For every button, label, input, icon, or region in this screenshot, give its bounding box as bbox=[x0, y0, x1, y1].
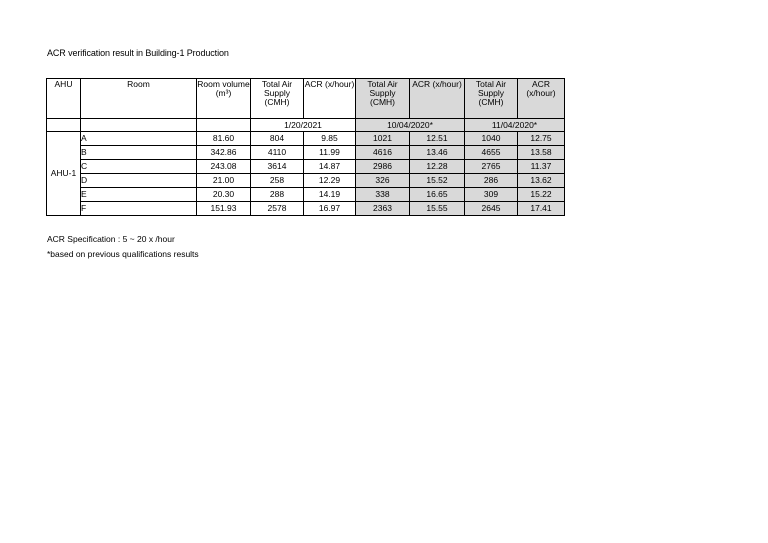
date-2: 10/04/2020* bbox=[356, 119, 465, 132]
cell-acr-1: 14.19 bbox=[304, 188, 356, 202]
header-acr-2: ACR (x/hour) bbox=[410, 79, 465, 119]
cell-supply-2: 326 bbox=[356, 174, 410, 188]
cell-supply-1: 3614 bbox=[251, 160, 304, 174]
cell-room: E bbox=[81, 188, 197, 202]
cell-acr-3: 17.41 bbox=[518, 202, 565, 216]
cell-room: C bbox=[81, 160, 197, 174]
header-acr-3: ACR (x/hour) bbox=[518, 79, 565, 119]
cell-acr-3: 13.62 bbox=[518, 174, 565, 188]
cell-acr-2: 15.52 bbox=[410, 174, 465, 188]
cell-supply-2: 1021 bbox=[356, 132, 410, 146]
cell-acr-2: 15.55 bbox=[410, 202, 465, 216]
cell-acr-1: 9.85 bbox=[304, 132, 356, 146]
footnote: *based on previous qualifications results bbox=[47, 249, 199, 259]
cell-room-volume: 151.93 bbox=[197, 202, 251, 216]
table-row bbox=[47, 160, 565, 174]
cell-acr-3: 12.75 bbox=[518, 132, 565, 146]
header-room: Room bbox=[81, 79, 197, 119]
cell-supply-2: 338 bbox=[356, 188, 410, 202]
cell-supply-3: 1040 bbox=[465, 132, 518, 146]
cell-supply-1: 804 bbox=[251, 132, 304, 146]
acr-specification: ACR Specification : 5 ~ 20 x /hour bbox=[47, 234, 175, 244]
cell-supply-3: 309 bbox=[465, 188, 518, 202]
cell-supply-3: 2765 bbox=[465, 160, 518, 174]
header-row bbox=[47, 79, 565, 119]
date-row-blank-ahu bbox=[47, 119, 81, 132]
date-row-blank-volume bbox=[197, 119, 251, 132]
cell-room-volume: 21.00 bbox=[197, 174, 251, 188]
cell-acr-3: 15.22 bbox=[518, 188, 565, 202]
cell-room-volume: 20.30 bbox=[197, 188, 251, 202]
cell-acr-2: 16.65 bbox=[410, 188, 465, 202]
cell-supply-2: 2363 bbox=[356, 202, 410, 216]
cell-supply-1: 258 bbox=[251, 174, 304, 188]
cell-supply-3: 4655 bbox=[465, 146, 518, 160]
cell-room: D bbox=[81, 174, 197, 188]
cell-room: B bbox=[81, 146, 197, 160]
cell-acr-3: 13.58 bbox=[518, 146, 565, 160]
cell-acr-2: 12.28 bbox=[410, 160, 465, 174]
cell-acr-3: 11.37 bbox=[518, 160, 565, 174]
header-acr-1: ACR (x/hour) bbox=[304, 79, 356, 119]
cell-supply-1: 288 bbox=[251, 188, 304, 202]
header-supply-3: Total Air Supply (CMH) bbox=[465, 79, 518, 119]
table-row bbox=[47, 188, 565, 202]
cell-acr-1: 14.87 bbox=[304, 160, 356, 174]
table-row bbox=[47, 132, 565, 146]
ahu-cell: AHU-1 bbox=[47, 132, 81, 216]
date-1: 1/20/2021 bbox=[251, 119, 356, 132]
document-title: ACR verification result in Building-1 Production bbox=[47, 48, 229, 58]
header-supply-2: Total Air Supply (CMH) bbox=[356, 79, 410, 119]
cell-supply-2: 4616 bbox=[356, 146, 410, 160]
cell-acr-1: 16.97 bbox=[304, 202, 356, 216]
date-3: 11/04/2020* bbox=[465, 119, 565, 132]
cell-acr-1: 12.29 bbox=[304, 174, 356, 188]
cell-room-volume: 342.86 bbox=[197, 146, 251, 160]
cell-room: F bbox=[81, 202, 197, 216]
cell-room-volume: 243.08 bbox=[197, 160, 251, 174]
date-row bbox=[47, 119, 565, 132]
cell-acr-2: 12.51 bbox=[410, 132, 465, 146]
cell-supply-1: 2578 bbox=[251, 202, 304, 216]
table-row bbox=[47, 146, 565, 160]
table-row bbox=[47, 202, 565, 216]
cell-supply-3: 2645 bbox=[465, 202, 518, 216]
table-row bbox=[47, 174, 565, 188]
cell-supply-2: 2986 bbox=[356, 160, 410, 174]
cell-room-volume: 81.60 bbox=[197, 132, 251, 146]
cell-acr-2: 13.46 bbox=[410, 146, 465, 160]
header-supply-1: Total Air Supply (CMH) bbox=[251, 79, 304, 119]
acr-table bbox=[46, 78, 565, 216]
cell-acr-1: 11.99 bbox=[304, 146, 356, 160]
date-row-blank-room bbox=[81, 119, 197, 132]
cell-room: A bbox=[81, 132, 197, 146]
cell-supply-1: 4110 bbox=[251, 146, 304, 160]
header-ahu: AHU bbox=[47, 79, 81, 119]
cell-supply-3: 286 bbox=[465, 174, 518, 188]
header-room-volume: Room volume (m³) bbox=[197, 79, 251, 119]
